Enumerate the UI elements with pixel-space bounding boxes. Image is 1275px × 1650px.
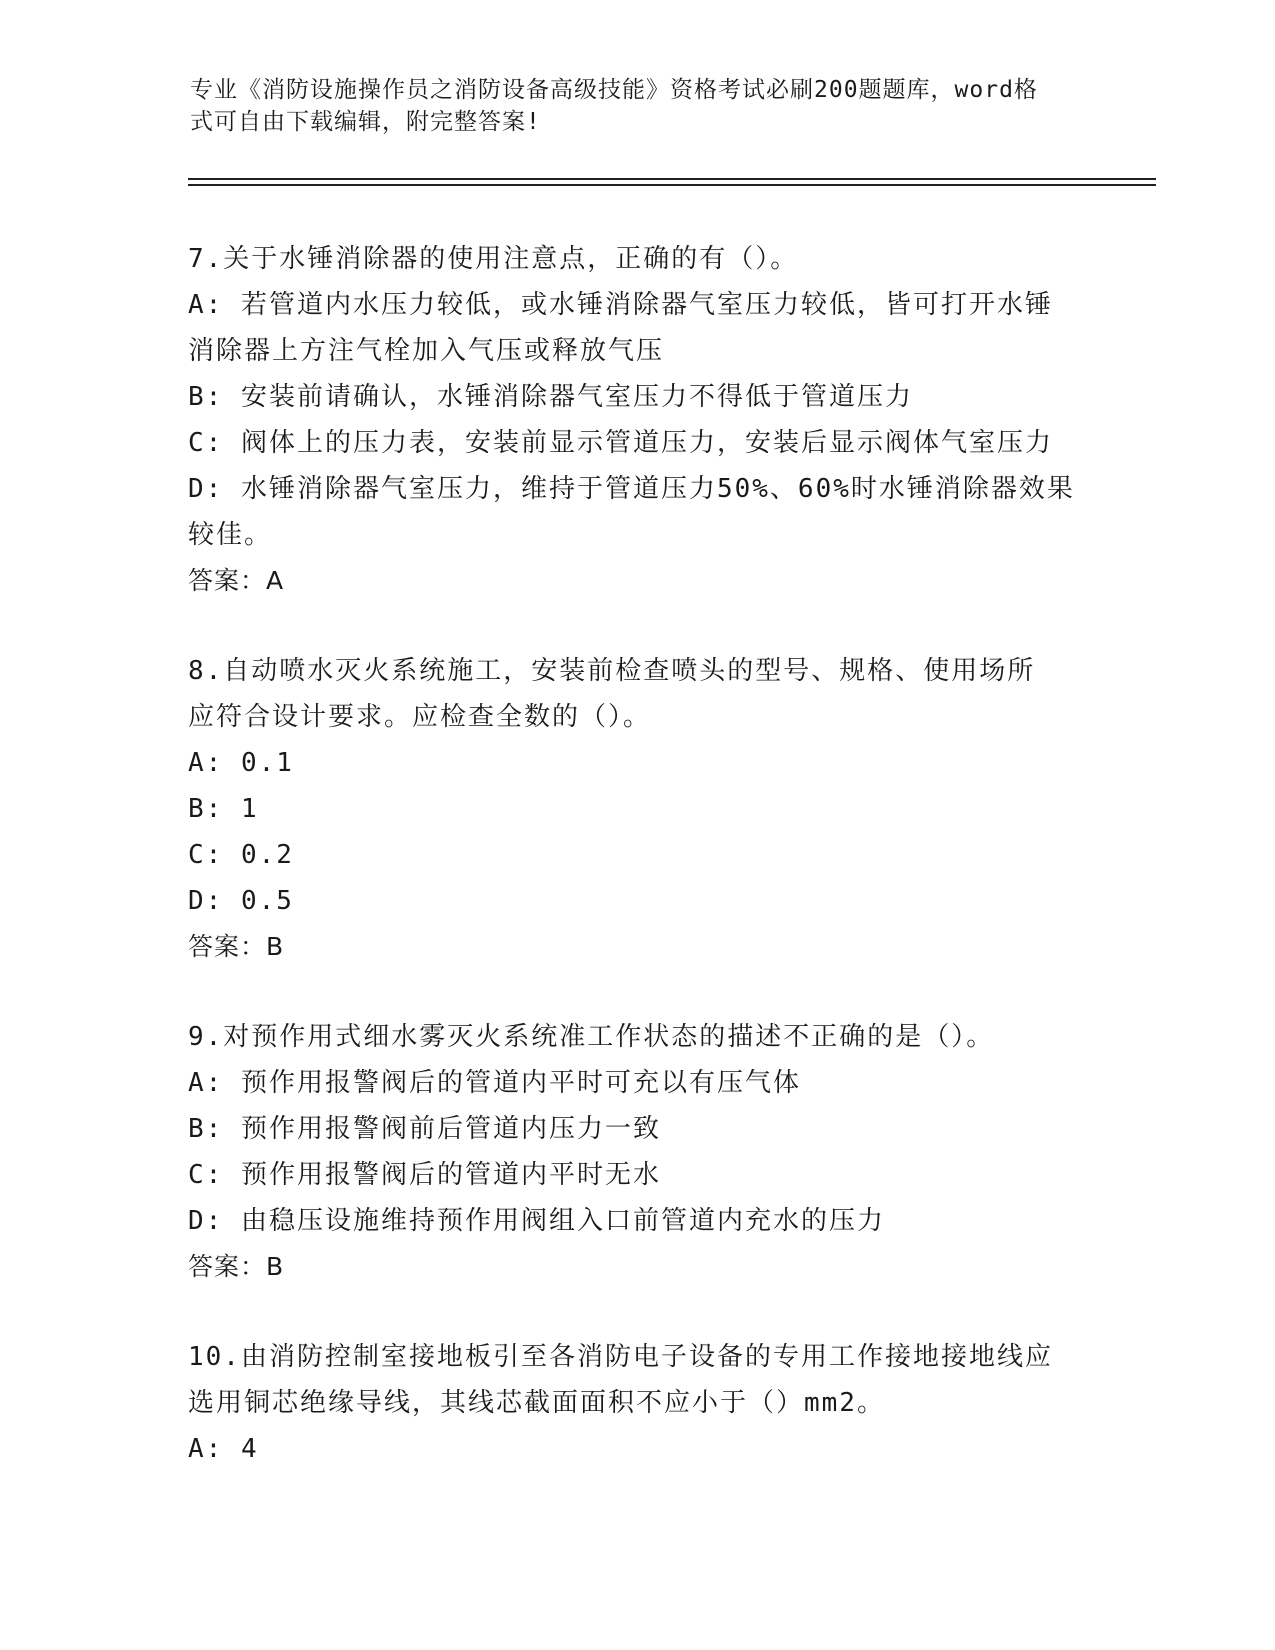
header-divider-top [188,178,1156,180]
option-b: B: 1 [188,794,259,824]
option-c: C: 预作用报警阀后的管道内平时无水 [188,1160,661,1190]
option-d: D: 由稳压设施维持预作用阀组入口前管道内充水的压力 [188,1206,885,1236]
option-a: A: 0.1 [188,748,294,778]
question-8 [188,648,1088,970]
option-b: B: 预作用报警阀前后管道内压力一致 [188,1114,661,1144]
question-text: 9.对预作用式细水雾灭火系统准工作状态的描述不正确的是（）。 [188,1022,995,1052]
option-d: D: 水锤消除器气室压力，维持于管道压力50%、60%时水锤消除器效果 [188,474,1075,504]
answer: 答案：B [188,932,285,961]
header-line-1: 专业《消防设施操作员之消防设备高级技能》资格考试必刷200题题库，word格 [190,77,1038,103]
question-text: 10.由消防控制室接地板引至各消防电子设备的专用工作接地接地线应 [188,1342,1053,1372]
document-header [190,74,1090,138]
question-list [188,236,1088,1516]
question-text: 8.自动喷水灭火系统施工，安装前检查喷头的型号、规格、使用场所 [188,656,1036,686]
question-9 [188,1014,1088,1290]
question-text: 7.关于水锤消除器的使用注意点，正确的有（）。 [188,244,799,274]
option-a: A: 4 [188,1434,259,1464]
option-a: A: 预作用报警阀后的管道内平时可充以有压气体 [188,1068,801,1098]
answer: 答案：A [188,566,285,595]
option-c: C: 0.2 [188,840,294,870]
option-a: A: 若管道内水压力较低，或水锤消除器气室压力较低，皆可打开水锤 [188,290,1053,320]
question-text-continued: 应符合设计要求。应检查全数的（）。 [188,702,652,732]
option-d-continued: 较佳。 [188,520,273,550]
option-b: B: 安装前请确认，水锤消除器气室压力不得低于管道压力 [188,382,913,412]
option-a-continued: 消除器上方注气栓加入气压或释放气压 [188,336,665,366]
question-7 [188,236,1088,604]
option-d: D: 0.5 [188,886,294,916]
option-c: C: 阀体上的压力表，安装前显示管道压力，安装后显示阀体气室压力 [188,428,1053,458]
header-divider-bottom [188,184,1156,186]
question-text-continued: 选用铜芯绝缘导线，其线芯截面面积不应小于（）mm2。 [188,1388,885,1418]
question-10 [188,1334,1088,1472]
answer: 答案：B [188,1252,285,1281]
header-line-2: 式可自由下载编辑，附完整答案! [190,109,541,135]
